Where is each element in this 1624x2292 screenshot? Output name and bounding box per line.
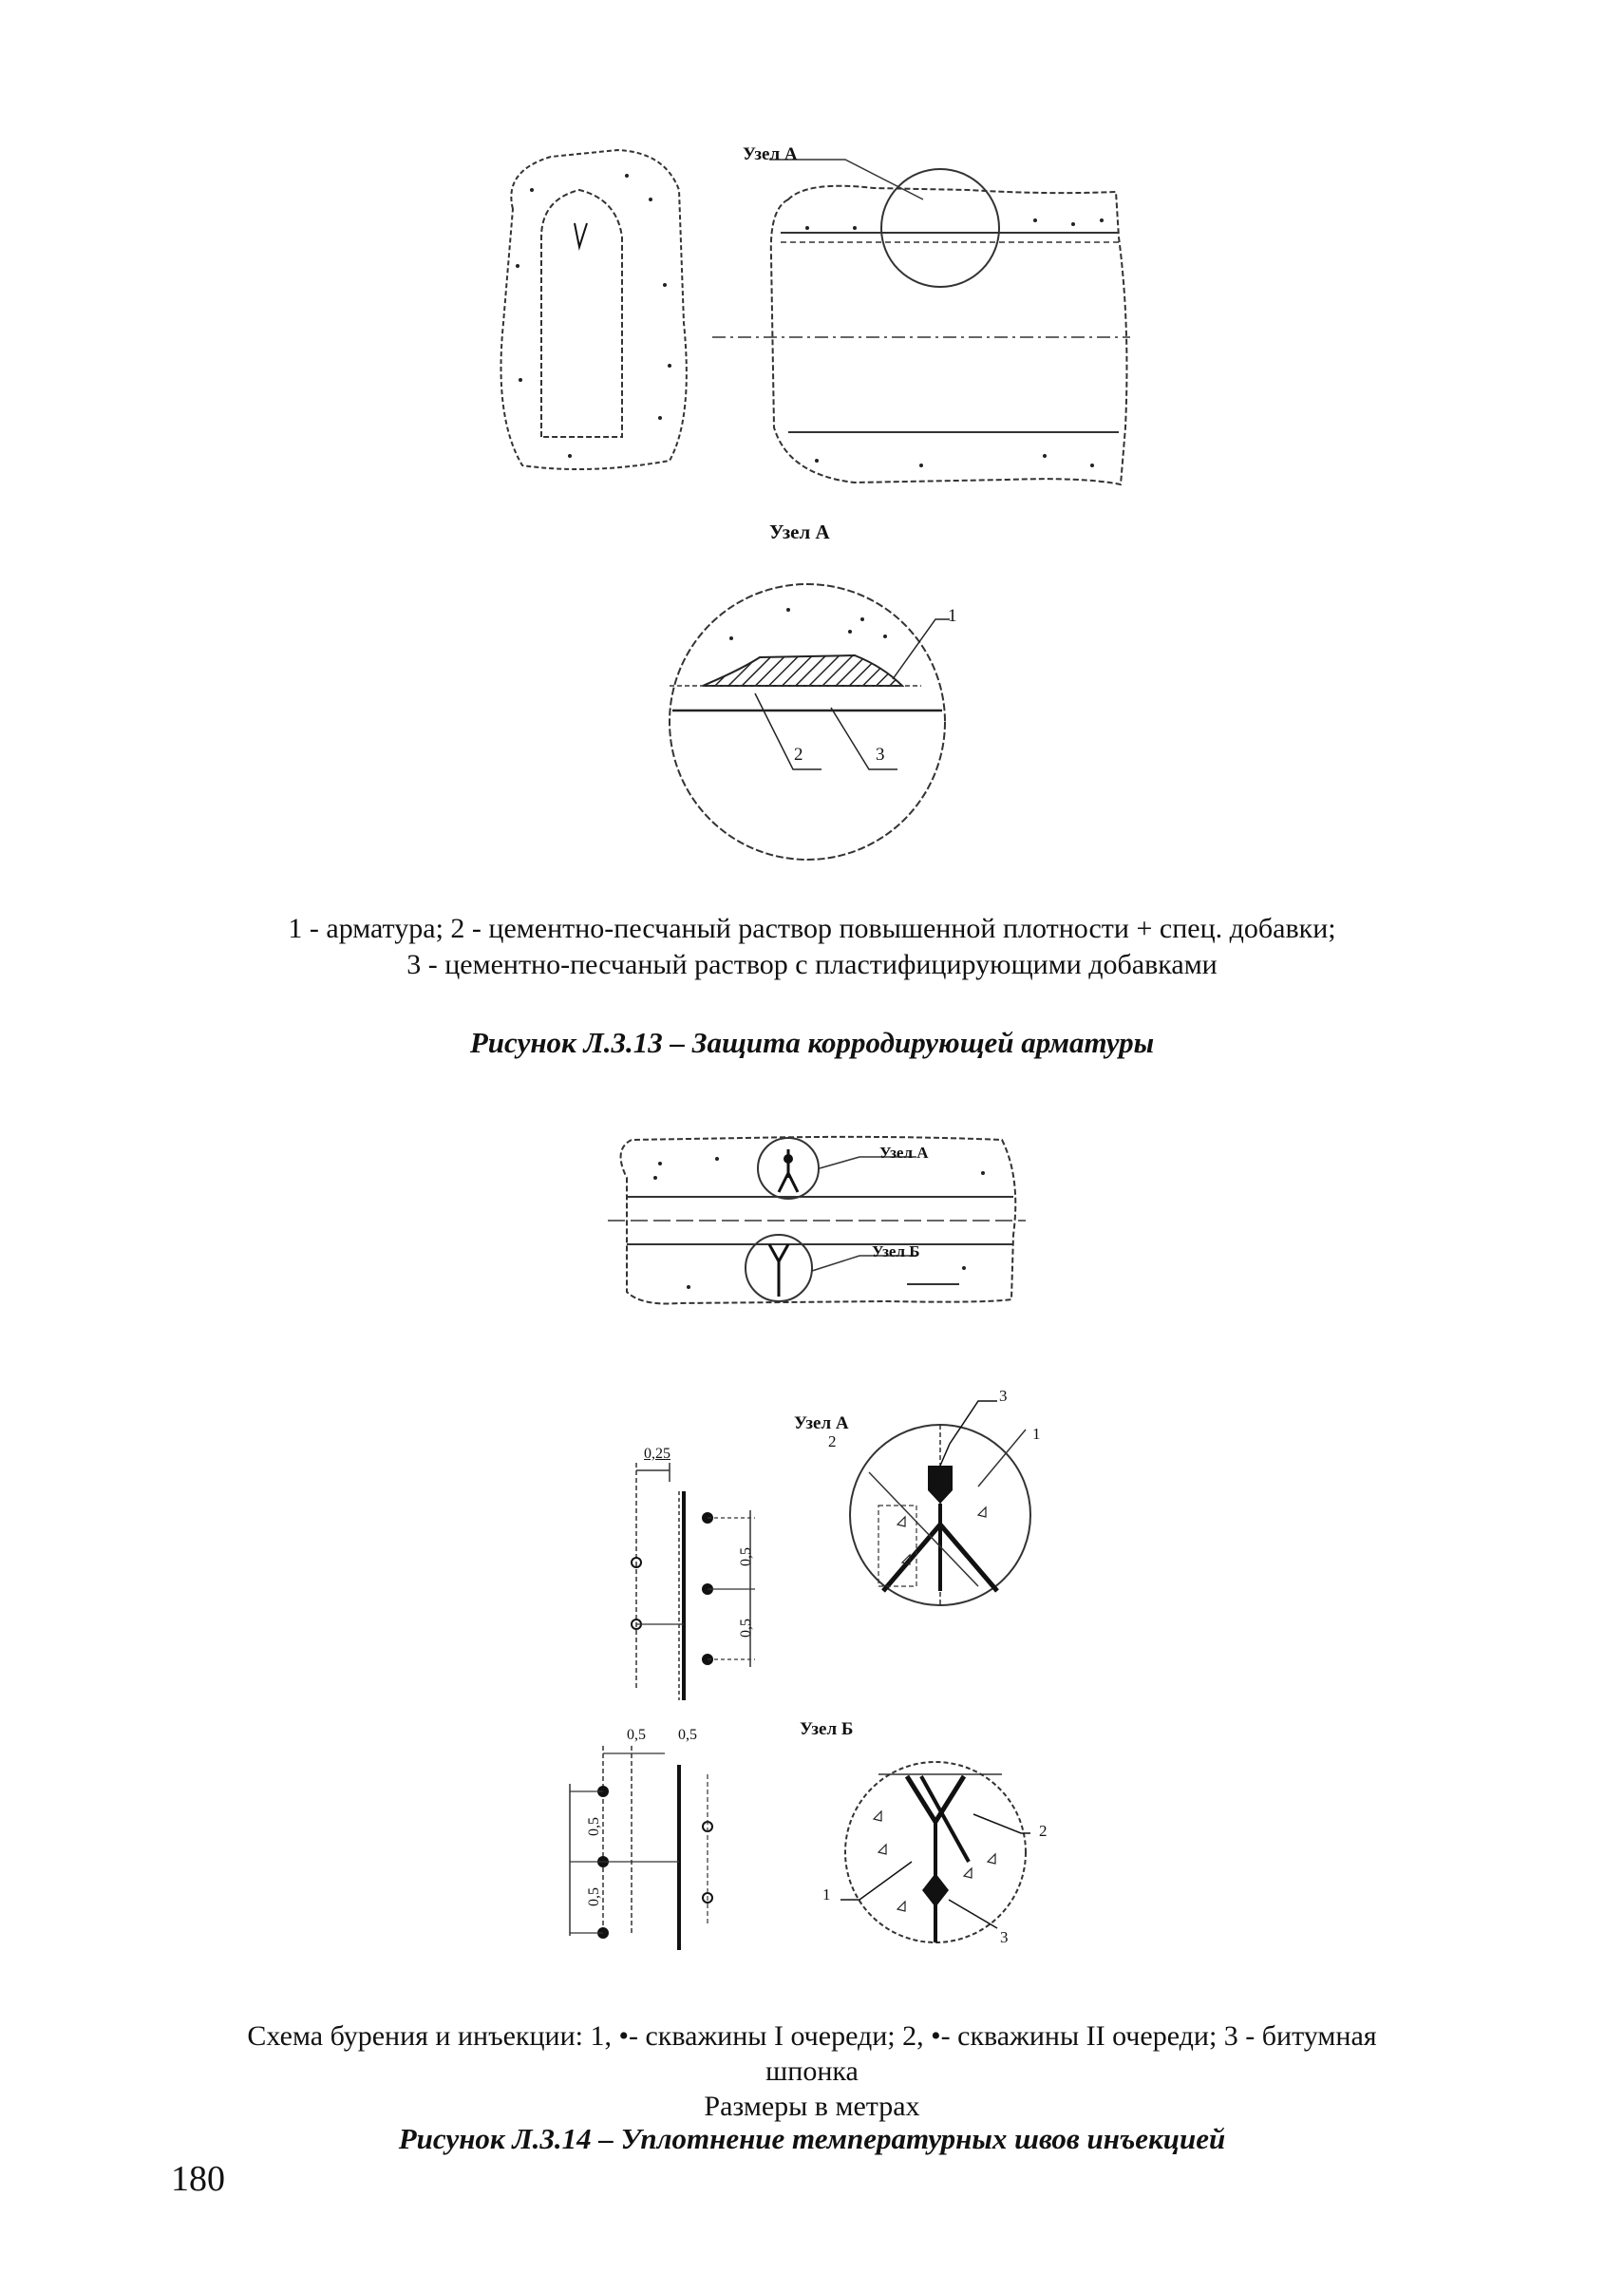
fig13-overview-drawing	[475, 133, 1140, 494]
fig13-callout-1: 1	[948, 606, 957, 626]
fig14-plan-drawing	[603, 1121, 1040, 1311]
fig13-node-a-detail	[646, 579, 988, 864]
fig13-legend-line1: 1 - арматура; 2 - цементно-песчаный раствор повышенной плотности + спец. добавки;	[288, 913, 1336, 944]
fig14-drill-scheme-1	[613, 1453, 774, 1710]
fig14-caption: Рисунок Л.3.14 – Уплотнение температурных швов инъекцией	[398, 2122, 1226, 2155]
fig14-node-a-callout-1: 1	[1032, 1425, 1041, 1443]
fig13-legend-line2: 3 - цементно-песчаный раствор с пластифицирующими добавками	[406, 949, 1218, 980]
fig14-units-note: Размеры в метрах	[704, 2091, 920, 2122]
fig14-legend-line1: Схема бурения и инъекции: 1, •- скважины I очереди; 2, •- скважины II очереди; 3 - битумная	[247, 2020, 1377, 2052]
fig13-caption: Рисунок Л.3.13 – Защита корродирующей арматуры	[469, 1026, 1155, 1059]
fig14-scheme2-dim-v2: 0,5	[586, 1887, 602, 1906]
fig14-node-b-callout-3: 3	[1000, 1928, 1009, 1946]
fig14-scheme2-dim-v1: 0,5	[586, 1817, 602, 1836]
fig14-scheme1-dim-top: 0,25	[644, 1446, 670, 1462]
fig14-node-b-detail	[821, 1748, 1059, 1957]
fig14-plan-label-a: Узел А	[879, 1144, 929, 1162]
fig13-node-a-section-title: Узел А	[769, 521, 830, 543]
page-number: 180	[171, 2159, 225, 2199]
figure-14	[0, 1073, 1624, 2155]
fig14-scheme1-dim-v1: 0,5	[738, 1547, 754, 1566]
fig14-scheme2-dim-top1: 0,5	[627, 1727, 646, 1743]
fig14-node-a-detail	[836, 1392, 1054, 1624]
fig14-node-b-callout-2: 2	[1039, 1822, 1048, 1840]
fig14-drill-scheme-2	[560, 1736, 731, 1955]
fig14-node-a-callout-2: 2	[828, 1432, 837, 1450]
fig13-callout-2: 2	[794, 745, 803, 765]
fig13-callout-3: 3	[876, 745, 885, 765]
fig14-node-a-callout-3: 3	[999, 1387, 1008, 1405]
fig13-node-a-top-label: Узел А	[743, 144, 798, 164]
fig14-node-a-title: Узел А	[794, 1413, 849, 1433]
fig14-plan-label-b: Узел Б	[872, 1242, 920, 1260]
fig14-scheme1-dim-v2: 0,5	[738, 1619, 754, 1638]
fig14-node-b-callout-1: 1	[822, 1885, 831, 1904]
fig14-legend-line2: шпонка	[765, 2055, 859, 2087]
fig14-scheme2-dim-top2: 0,5	[678, 1727, 697, 1743]
figure-13	[0, 0, 1624, 1073]
fig14-node-b-title: Узел Б	[800, 1719, 854, 1739]
